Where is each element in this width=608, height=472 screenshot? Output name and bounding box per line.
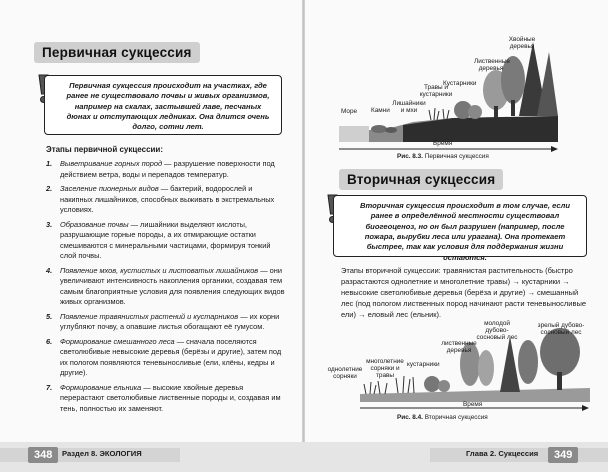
- stage-term: Формирование смешанного леса: [60, 336, 175, 346]
- stage-number: 2.: [46, 184, 53, 194]
- shrub-shape: [424, 376, 440, 392]
- sea-shape: [339, 126, 369, 142]
- stage-text: — они увеличивают интенсивность накопления органики, создавая тем самым благоприятные условия для появления следующих видов живых организмов.: [60, 265, 285, 307]
- grass-shape: [429, 108, 449, 120]
- primary-succession-heading: Первичная сукцессия: [34, 42, 200, 63]
- tree-trunk: [494, 106, 498, 118]
- stage-text: — сначала поселяются светолюбивые невысокие деревья (берёзы и другие), затем под их пологом появляются теневыносливые (ели, клёны, кедры и другие).: [60, 336, 282, 378]
- stage-text: — высокие хвойные деревья перерастают светолюбивые лиственные породы и, создавая им тень, полностью их заменяют.: [60, 382, 281, 413]
- label-time: Время: [463, 401, 483, 408]
- stage-item: [46, 337, 286, 379]
- label-mature-oak-pine-forest: зрелый дубово-сосновый лес: [537, 322, 585, 337]
- figure-8-3-caption: [397, 153, 489, 160]
- stone-shape: [371, 125, 387, 133]
- label-shrubs: Кустарники: [443, 80, 477, 87]
- ground: [360, 388, 590, 402]
- tree-trunk: [557, 372, 562, 390]
- stage-item: [46, 383, 286, 415]
- stage-text: — разрушение поверхности под действием ветра, воды и перепадов температур.: [60, 159, 275, 179]
- caption-number: Рис. 8.4.: [397, 414, 423, 421]
- stage-item: [46, 159, 286, 180]
- left-page: [0, 0, 303, 446]
- primary-stages-title: Этапы первичной сукцессии:: [46, 145, 164, 154]
- stage-text: — бактерий, водорослей и накипных лишайников, способных выживать в экстремальных условиях.: [60, 184, 275, 215]
- stage-text: — лишайники выделяют кислоты, разрушающие горные породы, а их отмирающие остатки смешиваются с минеральными частицами, формируя тонкий слой почвы.: [60, 219, 271, 261]
- stage-number: 1.: [46, 159, 53, 168]
- stage-text: — их корни углубляют почву, а опавшие листья обогащают её гумусом.: [60, 311, 280, 332]
- label-secondary-deciduous: лиственные деревья: [441, 340, 477, 355]
- shrub-shape: [468, 105, 482, 119]
- caption-number: Рис. 8.3.: [397, 153, 423, 160]
- pine-tree-shape: [500, 336, 520, 392]
- primary-definition-callout: Первичная сукцессия происходит на участках, где ранее не существовало почвы и живых организмов, например на скалах, застывшей лаве, песчаных дюнах и отступающих ледниках. Она длится очень долго, сотни лет.: [44, 75, 282, 135]
- stage-item: [46, 266, 286, 308]
- label-secondary-shrubs: кустарники: [407, 361, 440, 368]
- stone-shape: [385, 127, 397, 133]
- shrub-shape: [438, 380, 450, 392]
- stage-number: 3.: [46, 219, 53, 229]
- label-lichens: Лишайники и мхи: [392, 100, 426, 115]
- stage-term: Выветривание горных пород: [60, 159, 163, 168]
- tree-trunk: [511, 100, 515, 116]
- time-arrowhead: [582, 405, 589, 411]
- caption-text: Вторичная сукцессия: [424, 414, 488, 421]
- label-young-oak-pine-forest: молодой дубово-сосновый лес: [476, 320, 518, 342]
- stage-term: Формирование ельника: [60, 382, 142, 392]
- deciduous-tree-shape: [478, 350, 494, 386]
- secondary-stages-paragraph: Этапы вторичной сукцессии: травянистая растительность (быстро разрастаются однолетние и многолетние травы) → кустарники → невысокие светолюбивые деревья (берёза и другие) → смешанный лес (под пологом лиственных пород начинают расти теневыносливые ели) → еловый лес (ельник).: [341, 266, 587, 319]
- stage-item: [46, 312, 286, 333]
- primary-stages-list: [46, 159, 286, 418]
- right-page-number: 349: [548, 447, 578, 463]
- right-chapter-title: Глава 2. Сукцессия: [466, 449, 539, 458]
- label-time: Время: [433, 140, 453, 147]
- stage-term: Появление мхов, кустистых и листоватых лишайников: [60, 265, 259, 275]
- stage-item: [46, 220, 286, 262]
- stage-item: [46, 184, 286, 216]
- page-footer: [0, 442, 608, 472]
- label-stones: Камни: [371, 107, 390, 114]
- oak-tree-shape: [518, 340, 538, 384]
- label-annual-weeds: однолетние сорняки: [327, 366, 363, 381]
- stage-number: 7.: [46, 382, 53, 392]
- figure-8-4-caption: [397, 414, 488, 421]
- stage-number: 5.: [46, 311, 53, 321]
- stage-term: Образование почвы: [60, 219, 129, 229]
- caption-text: Первичная сукцессия: [424, 153, 489, 160]
- label-deciduous: Лиственные деревья: [474, 58, 510, 73]
- label-grass: Травы и кустарники: [419, 84, 453, 99]
- label-conifers: Хвойные деревья: [508, 36, 536, 51]
- soil: [403, 116, 558, 142]
- secondary-definition-callout: Вторичная сукцессия происходит в том случае, если ранее в определённой местности существовал биогеоценоз, но он был разрушен (например, после пожара, вырубки леса или урагана). Она протекает быстрее, так как условия для поддержания жизни остаются.: [333, 195, 587, 257]
- stage-term: Заселение пионерных видов: [60, 184, 159, 194]
- time-arrowhead: [551, 146, 558, 152]
- stage-term: Появление травянистых растений и кустарников: [60, 311, 239, 321]
- secondary-succession-heading: Вторичная сукцессия: [339, 169, 503, 190]
- right-page: [305, 0, 608, 446]
- left-page-number: 348: [28, 447, 58, 463]
- stage-number: 6.: [46, 336, 53, 346]
- label-sea: Море: [341, 108, 358, 115]
- left-section-title: Раздел 8. ЭКОЛОГИЯ: [62, 449, 142, 458]
- stage-number: 4.: [46, 265, 53, 275]
- label-perennial-weeds: многолетние сорняки и травы: [366, 358, 404, 380]
